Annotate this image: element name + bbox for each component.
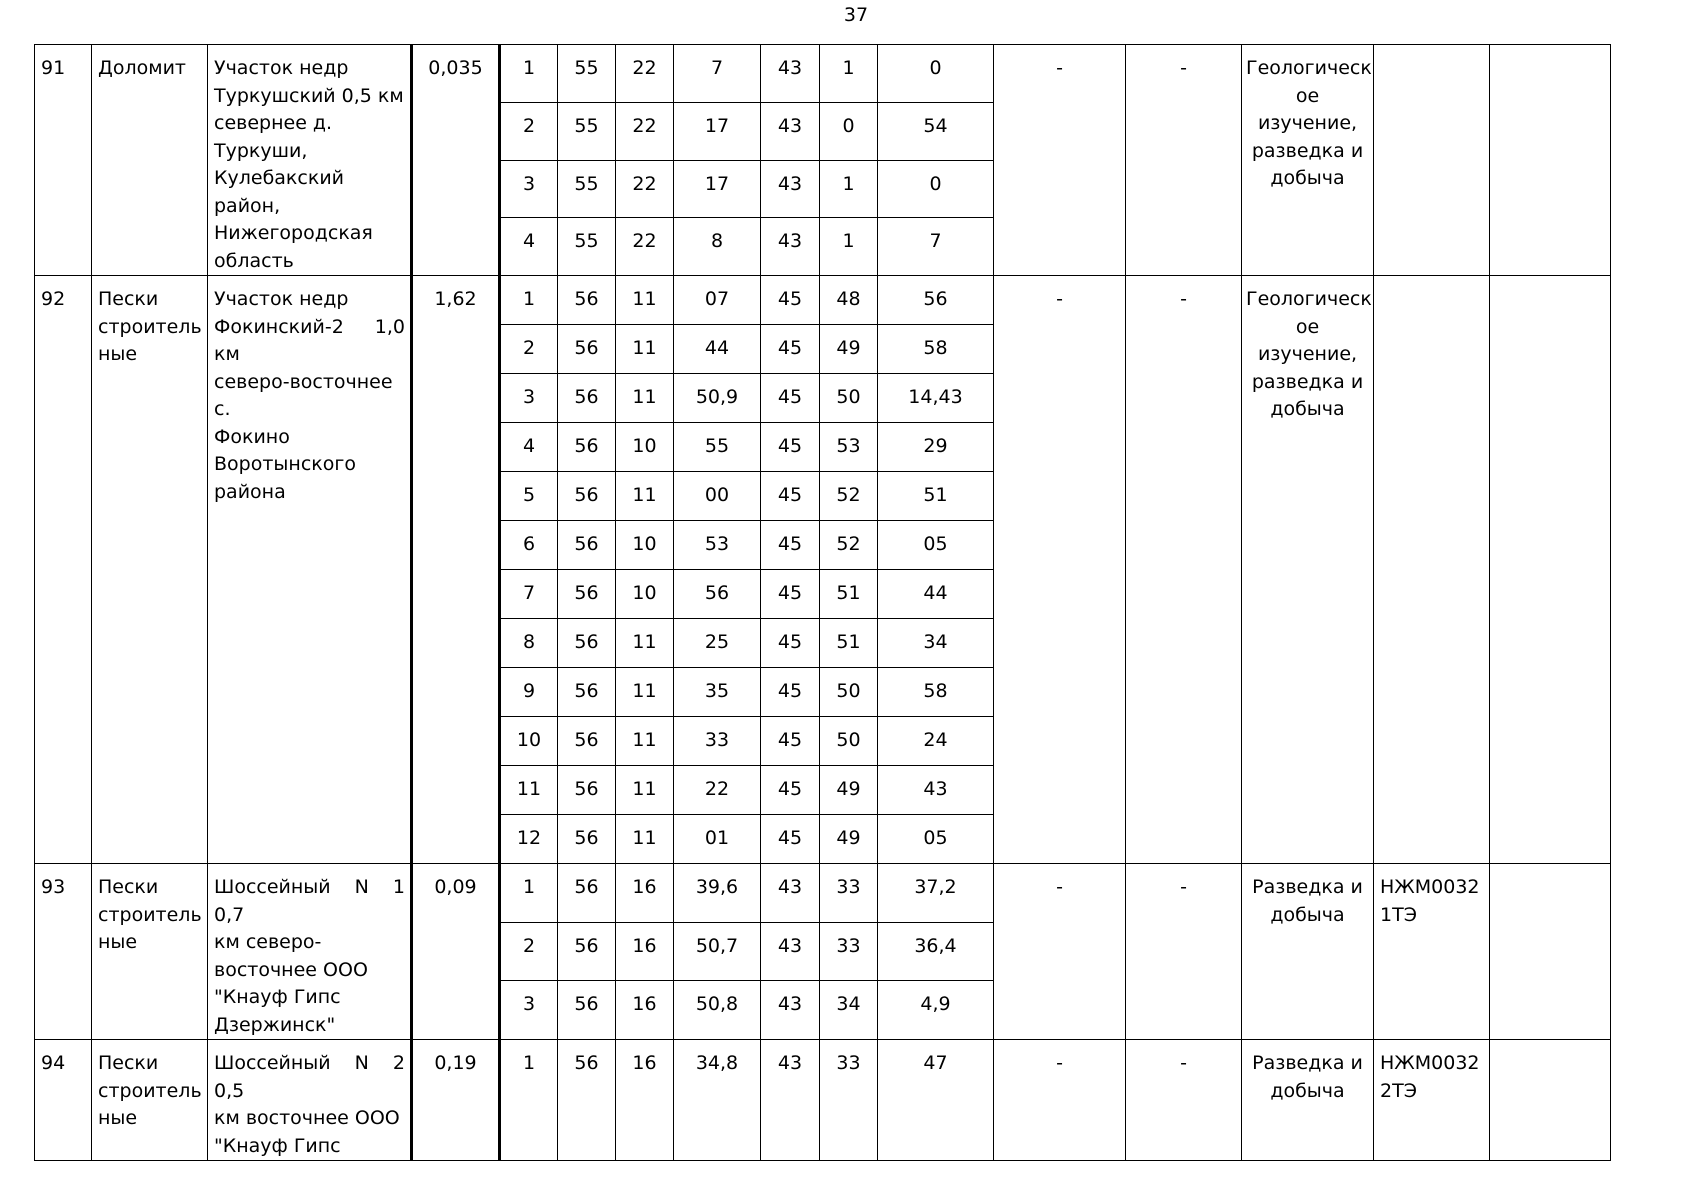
- lon-minutes: 52: [820, 521, 878, 570]
- point-number: 4: [500, 423, 558, 472]
- text-line: добыча: [1270, 167, 1345, 189]
- lon-degrees: 43: [761, 864, 820, 923]
- text-line: восточнее ООО: [214, 958, 368, 981]
- lat-seconds: 7: [674, 45, 761, 103]
- lon-degrees: 43: [761, 102, 820, 160]
- lon-minutes: 50: [820, 717, 878, 766]
- lat-seconds: 50,7: [674, 922, 761, 981]
- dash-value: -: [994, 45, 1126, 276]
- text-line: ные: [98, 343, 138, 365]
- mineral-name: [92, 1040, 208, 1161]
- table-row: [35, 45, 1611, 103]
- lat-seconds: 17: [674, 102, 761, 160]
- text-line: ое: [1295, 315, 1320, 338]
- lon-minutes: 49: [820, 815, 878, 864]
- purpose: [1242, 276, 1374, 864]
- point-number: 3: [500, 374, 558, 423]
- extra-cell: [1490, 1040, 1611, 1161]
- lon-minutes: 49: [820, 325, 878, 374]
- lat-degrees: 55: [558, 102, 616, 160]
- lon-minutes: 49: [820, 766, 878, 815]
- point-number: 1: [500, 45, 558, 103]
- text-line: Участок недр: [214, 57, 349, 79]
- page-number: 37: [843, 4, 869, 26]
- lat-degrees: 55: [558, 160, 616, 218]
- text-line: Дзержинск": [214, 1013, 336, 1036]
- text-line: "Кнауф Гипс: [214, 1134, 341, 1157]
- text-line: ные: [98, 931, 138, 953]
- text-line: северо-восточнее с.: [214, 370, 393, 420]
- lon-minutes: 1: [820, 160, 878, 218]
- lat-seconds: 34,8: [674, 1040, 761, 1161]
- lat-minutes: 16: [616, 922, 674, 981]
- text-line: разведка и: [1251, 370, 1364, 393]
- entry-number: 94: [35, 1040, 92, 1161]
- lon-minutes: 52: [820, 472, 878, 521]
- lon-seconds: 54: [878, 102, 994, 160]
- text-line: 2ТЭ: [1380, 1079, 1417, 1102]
- extra-cell: [1490, 864, 1611, 1040]
- lat-seconds: 39,6: [674, 864, 761, 923]
- lon-minutes: 33: [820, 1040, 878, 1161]
- text-line: Туркушский 0,5 км: [214, 84, 404, 107]
- text-line: строитель: [98, 1079, 202, 1102]
- lat-seconds: 55: [674, 423, 761, 472]
- lon-seconds: 58: [878, 325, 994, 374]
- text-line: НЖМ0032: [1380, 876, 1480, 898]
- point-number: 8: [500, 619, 558, 668]
- text-line: Шоссейный N 1 0,7: [214, 876, 405, 926]
- lon-degrees: 45: [761, 717, 820, 766]
- lon-seconds: 7: [878, 218, 994, 276]
- dash-value: -: [1126, 1040, 1242, 1161]
- entry-number: 91: [35, 45, 92, 276]
- lon-minutes: 34: [820, 981, 878, 1040]
- point-number: 2: [500, 922, 558, 981]
- lat-minutes: 22: [616, 160, 674, 218]
- lat-minutes: 22: [616, 102, 674, 160]
- text-line: района: [214, 480, 286, 503]
- table-row: [35, 1040, 1611, 1161]
- lon-degrees: 45: [761, 472, 820, 521]
- text-line: севернее д.: [214, 112, 333, 134]
- lat-seconds: 33: [674, 717, 761, 766]
- lon-degrees: 43: [761, 45, 820, 103]
- lat-minutes: 16: [616, 981, 674, 1040]
- purpose: [1242, 1040, 1374, 1161]
- dash-value: -: [994, 1040, 1126, 1161]
- lat-seconds: 44: [674, 325, 761, 374]
- lat-degrees: 56: [558, 423, 616, 472]
- site-area: 0,09: [412, 864, 500, 1040]
- license-number: [1374, 864, 1490, 1040]
- text-line: Кулебакский район,: [214, 167, 345, 217]
- lon-degrees: 45: [761, 570, 820, 619]
- lat-degrees: 56: [558, 981, 616, 1040]
- lon-degrees: 45: [761, 276, 820, 325]
- lon-seconds: 43: [878, 766, 994, 815]
- point-number: 1: [500, 864, 558, 923]
- text-line: Туркуши,: [214, 139, 308, 162]
- site-location: [208, 864, 412, 1040]
- point-number: 12: [500, 815, 558, 864]
- dash-value: -: [994, 864, 1126, 1040]
- text-line: "Кнауф Гипс: [214, 986, 341, 1008]
- lat-degrees: 56: [558, 619, 616, 668]
- entry-number: 92: [35, 276, 92, 864]
- lat-degrees: 56: [558, 766, 616, 815]
- lon-seconds: 05: [878, 815, 994, 864]
- lat-minutes: 11: [616, 717, 674, 766]
- lon-minutes: 1: [820, 218, 878, 276]
- point-number: 2: [500, 325, 558, 374]
- lat-minutes: 11: [616, 325, 674, 374]
- lon-degrees: 43: [761, 922, 820, 981]
- lat-degrees: 56: [558, 815, 616, 864]
- point-number: 9: [500, 668, 558, 717]
- lon-seconds: 4,9: [878, 981, 994, 1040]
- lon-seconds: 29: [878, 423, 994, 472]
- lat-seconds: 35: [674, 668, 761, 717]
- license-number: [1374, 276, 1490, 864]
- point-number: 3: [500, 160, 558, 218]
- site-area: 0,19: [412, 1040, 500, 1161]
- lat-seconds: 00: [674, 472, 761, 521]
- lat-minutes: 16: [616, 1040, 674, 1161]
- lon-minutes: 50: [820, 374, 878, 423]
- lat-degrees: 55: [558, 218, 616, 276]
- lat-seconds: 07: [674, 276, 761, 325]
- lon-degrees: 43: [761, 981, 820, 1040]
- text-line: ные: [98, 1107, 138, 1129]
- text-line: Фокинский-2 1,0 км: [214, 315, 405, 365]
- text-line: Нижегородская: [214, 222, 373, 244]
- point-number: 5: [500, 472, 558, 521]
- point-number: 6: [500, 521, 558, 570]
- text-line: изучение,: [1257, 112, 1358, 134]
- text-line: добыча: [1270, 1079, 1345, 1102]
- lat-seconds: 01: [674, 815, 761, 864]
- lat-degrees: 56: [558, 922, 616, 981]
- text-line: строитель: [98, 315, 202, 338]
- lat-seconds: 22: [674, 766, 761, 815]
- extra-cell: [1490, 45, 1611, 276]
- lon-degrees: 45: [761, 521, 820, 570]
- lon-minutes: 51: [820, 619, 878, 668]
- point-number: 10: [500, 717, 558, 766]
- lat-seconds: 56: [674, 570, 761, 619]
- text-line: Участок недр: [214, 288, 349, 310]
- lon-seconds: 0: [878, 160, 994, 218]
- deposits-table: [34, 44, 1611, 1161]
- text-line: изучение,: [1257, 343, 1358, 365]
- lon-seconds: 56: [878, 276, 994, 325]
- extra-cell: [1490, 276, 1611, 864]
- lat-minutes: 10: [616, 570, 674, 619]
- lat-minutes: 22: [616, 45, 674, 103]
- lon-seconds: 51: [878, 472, 994, 521]
- lat-degrees: 56: [558, 374, 616, 423]
- dash-value: -: [1126, 45, 1242, 276]
- text-line: НЖМ0032: [1380, 1052, 1480, 1074]
- text-line: Доломит: [98, 57, 186, 79]
- text-line: Разведка и: [1252, 1052, 1363, 1074]
- lat-minutes: 11: [616, 668, 674, 717]
- mineral-name: [92, 864, 208, 1040]
- lat-minutes: 10: [616, 423, 674, 472]
- point-number: 2: [500, 102, 558, 160]
- lat-seconds: 50,8: [674, 981, 761, 1040]
- lon-seconds: 34: [878, 619, 994, 668]
- text-line: Геологическ: [1246, 57, 1372, 79]
- lat-seconds: 50,9: [674, 374, 761, 423]
- text-line: Шоссейный N 2 0,5: [214, 1052, 405, 1102]
- lon-degrees: 45: [761, 619, 820, 668]
- point-number: 11: [500, 766, 558, 815]
- text-line: Разведка и: [1252, 876, 1363, 898]
- lon-minutes: 51: [820, 570, 878, 619]
- text-line: Пески: [98, 1052, 159, 1074]
- lat-seconds: 25: [674, 619, 761, 668]
- lon-minutes: 33: [820, 922, 878, 981]
- site-location: [208, 276, 412, 864]
- lat-degrees: 56: [558, 325, 616, 374]
- lon-degrees: 45: [761, 374, 820, 423]
- dash-value: -: [1126, 276, 1242, 864]
- mineral-name: [92, 45, 208, 276]
- lat-degrees: 56: [558, 521, 616, 570]
- text-line: 1ТЭ: [1380, 903, 1417, 926]
- lon-degrees: 43: [761, 160, 820, 218]
- dash-value: -: [1126, 864, 1242, 1040]
- point-number: 1: [500, 276, 558, 325]
- text-line: Геологическ: [1246, 288, 1372, 310]
- lat-minutes: 11: [616, 374, 674, 423]
- lat-seconds: 17: [674, 160, 761, 218]
- site-area: 1,62: [412, 276, 500, 864]
- dash-value: -: [994, 276, 1126, 864]
- point-number: 3: [500, 981, 558, 1040]
- lon-degrees: 43: [761, 1040, 820, 1161]
- lat-degrees: 56: [558, 864, 616, 923]
- license-number: [1374, 1040, 1490, 1161]
- lat-degrees: 55: [558, 45, 616, 103]
- lon-minutes: 0: [820, 102, 878, 160]
- lon-minutes: 1: [820, 45, 878, 103]
- text-line: ое: [1295, 84, 1320, 107]
- lat-degrees: 56: [558, 472, 616, 521]
- site-location: [208, 1040, 412, 1161]
- lon-seconds: 58: [878, 668, 994, 717]
- lon-seconds: 47: [878, 1040, 994, 1161]
- text-line: добыча: [1270, 903, 1345, 926]
- text-line: строитель: [98, 903, 202, 926]
- lon-seconds: 36,4: [878, 922, 994, 981]
- lat-seconds: 8: [674, 218, 761, 276]
- table-row: [35, 276, 1611, 325]
- lon-minutes: 53: [820, 423, 878, 472]
- lon-seconds: 14,43: [878, 374, 994, 423]
- site-location: [208, 45, 412, 276]
- purpose: [1242, 864, 1374, 1040]
- entry-number: 93: [35, 864, 92, 1040]
- point-number: 7: [500, 570, 558, 619]
- lon-seconds: 05: [878, 521, 994, 570]
- text-line: км северо-: [214, 931, 322, 953]
- lat-seconds: 53: [674, 521, 761, 570]
- lon-degrees: 45: [761, 668, 820, 717]
- lon-seconds: 24: [878, 717, 994, 766]
- lon-degrees: 43: [761, 218, 820, 276]
- purpose: [1242, 45, 1374, 276]
- lat-minutes: 11: [616, 472, 674, 521]
- text-line: разведка и: [1251, 139, 1364, 162]
- table-row: [35, 864, 1611, 923]
- lon-minutes: 50: [820, 668, 878, 717]
- lon-degrees: 45: [761, 423, 820, 472]
- site-area: 0,035: [412, 45, 500, 276]
- lon-seconds: 44: [878, 570, 994, 619]
- lat-degrees: 56: [558, 276, 616, 325]
- point-number: 1: [500, 1040, 558, 1161]
- lat-minutes: 16: [616, 864, 674, 923]
- lat-minutes: 10: [616, 521, 674, 570]
- text-line: км восточнее ООО: [214, 1107, 400, 1129]
- text-line: Пески: [98, 288, 159, 310]
- lat-degrees: 56: [558, 717, 616, 766]
- text-line: добыча: [1270, 398, 1345, 420]
- lat-degrees: 56: [558, 668, 616, 717]
- license-number: [1374, 45, 1490, 276]
- lon-degrees: 45: [761, 815, 820, 864]
- lon-seconds: 37,2: [878, 864, 994, 923]
- lon-seconds: 0: [878, 45, 994, 103]
- mineral-name: [92, 276, 208, 864]
- lat-minutes: 11: [616, 766, 674, 815]
- lat-degrees: 56: [558, 1040, 616, 1161]
- lat-minutes: 22: [616, 218, 674, 276]
- lon-degrees: 45: [761, 766, 820, 815]
- text-line: область: [214, 249, 294, 272]
- text-line: Пески: [98, 876, 159, 898]
- lon-minutes: 33: [820, 864, 878, 923]
- lat-degrees: 56: [558, 570, 616, 619]
- point-number: 4: [500, 218, 558, 276]
- lat-minutes: 11: [616, 815, 674, 864]
- lon-degrees: 45: [761, 325, 820, 374]
- lat-minutes: 11: [616, 619, 674, 668]
- lat-minutes: 11: [616, 276, 674, 325]
- text-line: Воротынского: [214, 453, 356, 475]
- lon-minutes: 48: [820, 276, 878, 325]
- text-line: Фокино: [214, 425, 290, 448]
